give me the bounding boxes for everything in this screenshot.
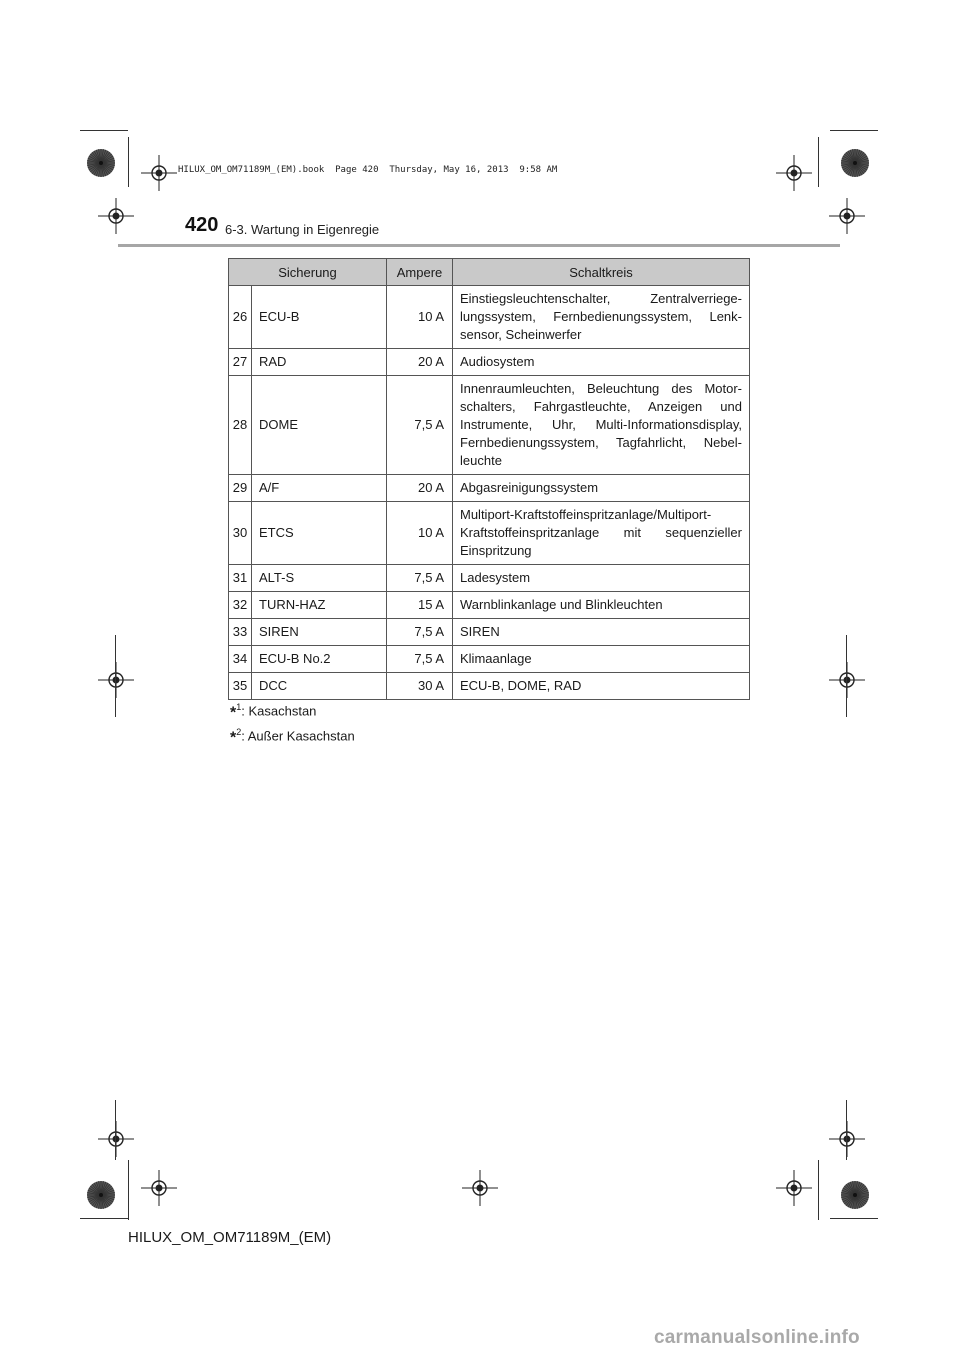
- table-row: [229, 565, 750, 592]
- header-circuit: Schaltkreis: [453, 259, 750, 286]
- fuse-circuit: Warnblinkanlage und Blinkleuchten: [453, 592, 750, 619]
- registration-mark-icon: [776, 155, 812, 191]
- rosette-mark-icon: [86, 148, 116, 178]
- page-number: 420: [185, 214, 219, 236]
- registration-mark-icon: [141, 155, 177, 191]
- fuse-circuit: Ladesystem: [453, 565, 750, 592]
- crop-line: [128, 137, 129, 187]
- fuse-ampere: 15 A: [387, 592, 453, 619]
- table-row: [229, 619, 750, 646]
- fuse-ampere: 7,5 A: [387, 565, 453, 592]
- footnote-number: 2: [236, 727, 242, 737]
- fuse-name: ALT-S: [252, 565, 387, 592]
- fuse-number: 34: [229, 646, 252, 673]
- fuse-name: ECU-B: [252, 286, 387, 349]
- fuse-name: TURN-HAZ: [252, 592, 387, 619]
- table-row: [229, 502, 750, 565]
- fuse-circuit: Einstiegsleuchtenschalter, Zentralverriege-lungssystem, Fernbedienungssystem, Lenk-sensor, Scheinwerfer: [453, 286, 750, 349]
- footnote-2: [230, 727, 355, 747]
- rosette-mark-icon: [840, 148, 870, 178]
- crop-line: [128, 1160, 129, 1220]
- fuse-number: 33: [229, 619, 252, 646]
- rosette-mark-icon: [86, 1180, 116, 1210]
- fuse-ampere: 20 A: [387, 349, 453, 376]
- fuse-number: 27: [229, 349, 252, 376]
- document-id: HILUX_OM_OM71189M_(EM): [128, 1229, 332, 1246]
- table-row: [229, 286, 750, 349]
- footnote-text: : Kasachstan: [241, 703, 317, 719]
- section-title: 6-3. Wartung in Eigenregie: [225, 222, 380, 237]
- print-stamp: HILUX_OM_OM71189M_(EM).book Page 420 Thursday, May 16, 2013 9:58 AM: [178, 165, 558, 175]
- fuse-name: ECU-B No.2: [252, 646, 387, 673]
- fuse-number: 26: [229, 286, 252, 349]
- fuse-ampere: 10 A: [387, 502, 453, 565]
- fuse-ampere: 30 A: [387, 673, 453, 700]
- footnote-text: : Außer Kasachstan: [241, 728, 355, 744]
- crop-line: [846, 635, 847, 717]
- registration-mark-icon: [141, 1170, 177, 1206]
- rosette-mark-icon: [840, 1180, 870, 1210]
- fuse-name: SIREN: [252, 619, 387, 646]
- crop-line: [830, 1218, 878, 1219]
- crop-line: [80, 1218, 128, 1219]
- fuse-name: DCC: [252, 673, 387, 700]
- watermark: carmanualsonline.info: [654, 1327, 860, 1348]
- table-row: [229, 646, 750, 673]
- fuse-name: A/F: [252, 475, 387, 502]
- fuse-table: [228, 258, 750, 700]
- fuse-circuit: ECU-B, DOME, RAD: [453, 673, 750, 700]
- footnote-star: *: [230, 704, 237, 722]
- header-rule: [118, 244, 840, 247]
- table-header-row: [229, 259, 750, 286]
- fuse-number: 28: [229, 376, 252, 475]
- fuse-circuit: Multiport-Kraftstoffeinspritzanlage/Multiport-Kraftstoffeinspritzanlage mit sequenzieller Einspritzung: [453, 502, 750, 565]
- fuse-number: 35: [229, 673, 252, 700]
- table-row: [229, 376, 750, 475]
- fuse-number: 30: [229, 502, 252, 565]
- fuse-name: ETCS: [252, 502, 387, 565]
- crop-line: [818, 137, 819, 187]
- crop-line: [115, 1100, 116, 1160]
- fuse-ampere: 7,5 A: [387, 619, 453, 646]
- footnote-1: [230, 702, 316, 722]
- registration-mark-icon: [829, 1121, 865, 1157]
- fuse-ampere: 7,5 A: [387, 376, 453, 475]
- registration-mark-icon: [98, 1121, 134, 1157]
- fuse-name: RAD: [252, 349, 387, 376]
- crop-line: [80, 130, 128, 131]
- crop-line: [846, 1100, 847, 1160]
- crop-line: [830, 130, 878, 131]
- fuse-ampere: 20 A: [387, 475, 453, 502]
- fuse-ampere: 7,5 A: [387, 646, 453, 673]
- registration-mark-icon: [829, 198, 865, 234]
- footnote-star: *: [230, 729, 237, 747]
- fuse-ampere: 10 A: [387, 286, 453, 349]
- fuse-circuit: Innenraumleuchten, Beleuchtung des Motor-schalters, Fahrgastleuchte, Anzeigen und Instrumente, Uhr, Multi-Informationsdisplay, Fernbedienungssystem, Tagfahrlicht, Nebel-leuchte: [453, 376, 750, 475]
- registration-mark-icon: [776, 1170, 812, 1206]
- registration-mark-icon: [98, 198, 134, 234]
- registration-mark-icon: [462, 1170, 498, 1206]
- table-row: [229, 592, 750, 619]
- footnote-number: 1: [236, 702, 242, 712]
- fuse-number: 31: [229, 565, 252, 592]
- header-fuse: Sicherung: [229, 259, 387, 286]
- header-ampere: Ampere: [387, 259, 453, 286]
- registration-mark-icon: [98, 662, 134, 698]
- fuse-circuit: Abgasreinigungssystem: [453, 475, 750, 502]
- fuse-circuit: Klimaanlage: [453, 646, 750, 673]
- table-row: [229, 673, 750, 700]
- table-row: [229, 475, 750, 502]
- crop-line: [115, 635, 116, 717]
- fuse-circuit: Audiosystem: [453, 349, 750, 376]
- fuse-name: DOME: [252, 376, 387, 475]
- fuse-number: 29: [229, 475, 252, 502]
- registration-mark-icon: [829, 662, 865, 698]
- table-row: [229, 349, 750, 376]
- fuse-circuit: SIREN: [453, 619, 750, 646]
- fuse-number: 32: [229, 592, 252, 619]
- crop-line: [818, 1160, 819, 1220]
